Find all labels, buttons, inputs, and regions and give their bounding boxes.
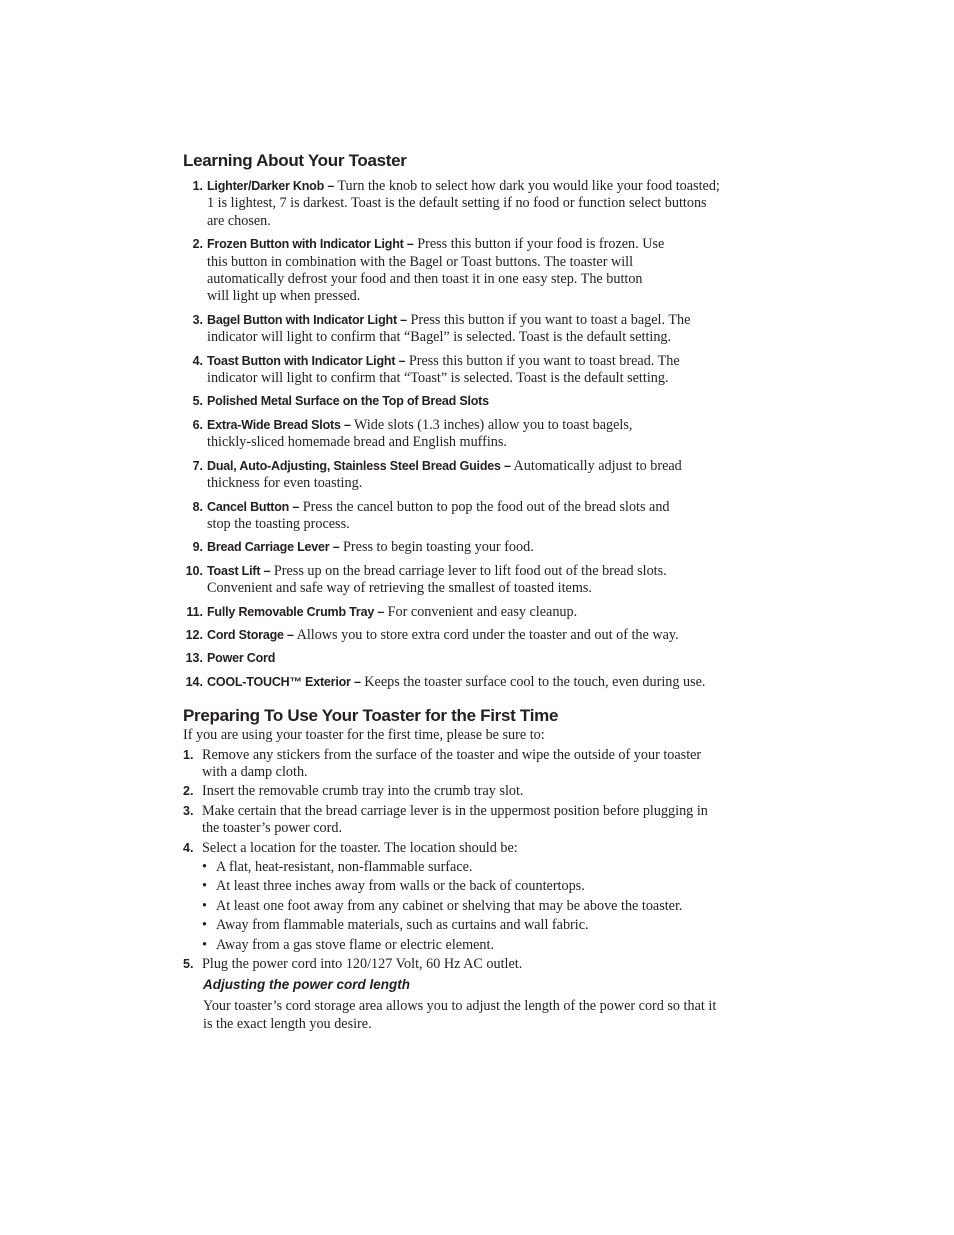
item-text: Press up on the bread carriage lever to lift food out of the bread slots. Convenient and safe way of retrieving the smallest of toasted items. [207, 562, 667, 597]
bullet-glyph: • [202, 897, 207, 914]
list-item [183, 650, 723, 667]
item-text: Press to begin toasting your food. [339, 539, 534, 556]
section-title-preparing: Preparing To Use Your Toaster for the First Time [183, 706, 559, 726]
item-number: 10. [185, 563, 203, 578]
list-item [183, 417, 723, 452]
item-number: 7. [192, 458, 203, 473]
bullet-text: At least three inches away from walls or the back of countertops. [216, 878, 585, 895]
step-text: Select a location for the toaster. The location should be: [202, 839, 518, 856]
item-number: 2. [192, 237, 203, 252]
list-item [183, 178, 723, 230]
item-text: For convenient and easy cleanup. [384, 603, 578, 620]
item-number: 3. [192, 312, 203, 327]
item-number: 6. [192, 417, 203, 432]
bullet-glyph: • [202, 878, 207, 895]
list-item [183, 803, 723, 838]
list-item [183, 458, 723, 493]
step-text: Make certain that the bread carriage lever is in the uppermost position before plugging in the toaster’s power cord. [202, 802, 708, 837]
item-text: Press this button if you want to toast bread. The indicator will light to confirm that “Toast” is selected. Toast is the default setting. [207, 352, 680, 387]
list-item [183, 747, 723, 782]
bullet-glyph: • [202, 917, 207, 934]
item-text: Press this button if your food is frozen. Use this button in combination with the Bagel or Toast buttons. The toaster will automatically defrost your food and then toast it in one easy step. The button will light up when pressed. [207, 236, 665, 305]
manual-page [183, 150, 723, 1033]
list-item [183, 840, 723, 954]
subheading-cord-length: Adjusting the power cord length [203, 977, 410, 993]
item-label: Bread Carriage Lever – [207, 540, 340, 555]
item-number: 13. [185, 651, 203, 666]
item-number: 1. [192, 179, 203, 193]
item-number: 14. [185, 674, 203, 689]
list-item [183, 353, 723, 388]
item-label: Dual, Auto-Adjusting, Stainless Steel Bread Guides – [207, 458, 511, 473]
section-title-learning: Learning About Your Toaster [183, 151, 407, 170]
list-item [183, 563, 723, 598]
item-label: Cancel Button – [207, 499, 300, 514]
list-item [183, 783, 723, 800]
item-label: Frozen Button with Indicator Light – [207, 237, 414, 252]
item-number: 12. [185, 627, 203, 642]
bullet-glyph: • [202, 859, 207, 875]
list-item [183, 627, 723, 644]
parts-list [183, 178, 723, 691]
bullet-item [202, 917, 723, 934]
item-text: Automatically adjust to bread thickness for even toasting. [207, 457, 682, 492]
location-bullets [202, 859, 723, 954]
item-label: Polished Metal Surface on the Top of Bread Slots [207, 394, 489, 409]
item-text: Press the cancel button to pop the food out of the bread slots and stop the toasting process. [207, 498, 670, 532]
item-text: Allows you to store extra cord under the toaster and out of the way. [293, 626, 679, 643]
step-text: Plug the power cord into 120/127 Volt, 60 Hz AC outlet. [202, 956, 523, 973]
item-label: Toast Button with Indicator Light – [207, 353, 406, 368]
list-item [183, 312, 723, 347]
list-item [183, 539, 723, 556]
step-number: 2. [183, 784, 194, 799]
step-text: Insert the removable crumb tray into the crumb tray slot. [202, 783, 524, 800]
bullet-item [202, 878, 723, 895]
list-item [183, 604, 723, 621]
list-item [183, 236, 723, 306]
bullet-text: A flat, heat-resistant, non-flammable surface. [216, 859, 473, 875]
item-text: Keeps the toaster surface cool to the touch, even during use. [360, 673, 706, 690]
list-item [183, 393, 723, 410]
bullet-item [202, 859, 723, 876]
item-label: Extra-Wide Bread Slots – [207, 417, 351, 432]
item-number: 8. [192, 499, 203, 514]
step-number: 5. [183, 957, 194, 972]
list-item [183, 956, 723, 973]
bullet-text: Away from flammable materials, such as curtains and wall fabric. [216, 917, 589, 934]
item-label: Cord Storage – [207, 627, 294, 642]
step-number: 4. [183, 840, 194, 855]
setup-steps [183, 747, 723, 974]
item-text: Wide slots (1.3 inches) allow you to toast bagels, thickly-sliced homemade bread and English muffins. [207, 416, 633, 451]
item-label: Lighter/Darker Knob – [207, 179, 335, 193]
item-text: Press this button if you want to toast a bagel. The indicator will light to confirm that “Bagel” is selected. Toast is the default setting. [207, 311, 691, 346]
subheading-text: Your toaster’s cord storage area allows you to adjust the length of the power cord so that it is the exact length you desire. [203, 998, 717, 1032]
step-number: 1. [183, 747, 194, 762]
section-intro: If you are using your toaster for the first time, please be sure to: [183, 727, 545, 744]
list-item [183, 499, 723, 534]
step-number: 3. [183, 803, 194, 818]
item-number: 11. [186, 604, 203, 619]
item-number: 4. [192, 353, 203, 368]
item-label: Fully Removable Crumb Tray – [207, 604, 385, 619]
bullet-glyph: • [202, 936, 207, 953]
item-text: Turn the knob to select how dark you would like your food toasted; 1 is lightest, 7 is darkest. Toast is the default setting if no food or function select buttons are chosen. [207, 178, 720, 229]
item-label: Bagel Button with Indicator Light – [207, 312, 407, 327]
bullet-item [202, 937, 723, 954]
list-item [183, 674, 723, 691]
item-label: Toast Lift – [207, 563, 271, 578]
bullet-text: Away from a gas stove flame or electric element. [216, 936, 494, 953]
step-text: Remove any stickers from the surface of the toaster and wipe the outside of your toaster with a damp cloth. [202, 746, 702, 780]
bullet-text: At least one foot away from any cabinet or shelving that may be above the toaster. [216, 897, 683, 914]
item-number: 9. [192, 540, 203, 555]
bullet-item [202, 898, 723, 915]
item-label: COOL-TOUCH™ Exterior – [207, 674, 361, 689]
item-label: Power Cord [207, 651, 276, 666]
item-number: 5. [192, 394, 203, 409]
